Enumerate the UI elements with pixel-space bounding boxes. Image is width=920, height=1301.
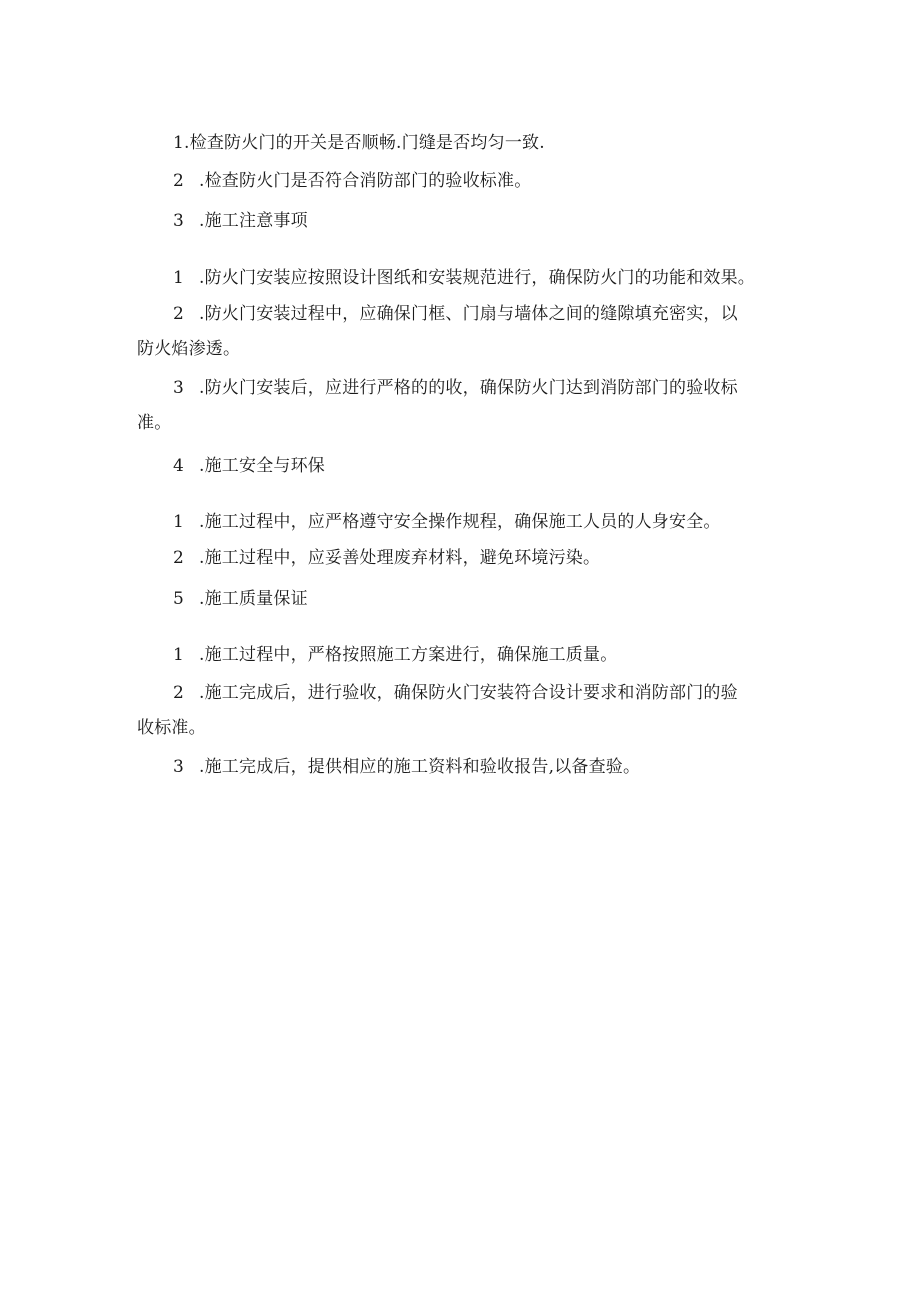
section-heading [137,450,787,483]
paragraph-continuation [137,333,787,366]
line-text: 收标准。 [137,718,206,738]
item-text: .施工过程中，应严格遵守安全操作规程，确保施工人员的人身安全。 [199,512,721,532]
list-item [137,298,787,331]
paragraph-continuation [137,407,787,440]
item-number: 1 [173,645,185,665]
section-heading [137,205,787,238]
item-text: .防火门安装过程中，应确保门框、门扇与墙体之间的缝隙填充密实，以 [199,304,738,324]
item-text: .防火门安装应按照设计图纸和安装规范进行，确保防火门的功能和效果。 [199,268,756,288]
item-number: 1 [173,268,185,288]
item-number: 2 [173,683,185,703]
list-item [137,372,787,405]
item-text: .施工质量保证 [199,589,308,609]
line-text: 1.检查防火门的开关是否顺畅.门缝是否均匀一致. [173,133,545,153]
item-number: 3 [173,378,185,398]
item-text: .检查防火门是否符合消防部门的验收标准。 [199,171,532,191]
item-number: 1 [173,512,185,532]
item-number: 2 [173,171,185,191]
item-text: .施工完成后，提供相应的施工资料和验收报告,以备查验。 [199,757,641,777]
item-text: .施工安全与环保 [199,456,326,476]
item-number: 3 [173,757,185,777]
item-number: 2 [173,304,185,324]
list-item [137,262,787,295]
item-text: .施工过程中，应妥善处理废弃材料，避免环境污染。 [199,548,601,568]
paragraph-line [137,127,787,160]
list-item [137,165,787,198]
item-text: .防火门安装后，应进行严格的的收，确保防火门达到消防部门的验收标 [199,378,738,398]
line-text: 准。 [137,413,172,433]
item-number: 3 [173,211,185,231]
item-number: 4 [173,456,185,476]
section-heading [137,583,787,616]
list-item [137,542,787,575]
line-text: 防火焰渗透。 [137,339,241,359]
item-text: .施工注意事项 [199,211,308,231]
item-number: 5 [173,589,185,609]
list-item [137,677,787,710]
item-text: .施工完成后，进行验收，确保防火门安装符合设计要求和消防部门的验 [199,683,738,703]
list-item [137,751,787,784]
list-item [137,639,787,672]
item-number: 2 [173,548,185,568]
item-text: .施工过程中，严格按照施工方案进行，确保施工质量。 [199,645,618,665]
list-item [137,506,787,539]
paragraph-continuation [137,712,787,745]
